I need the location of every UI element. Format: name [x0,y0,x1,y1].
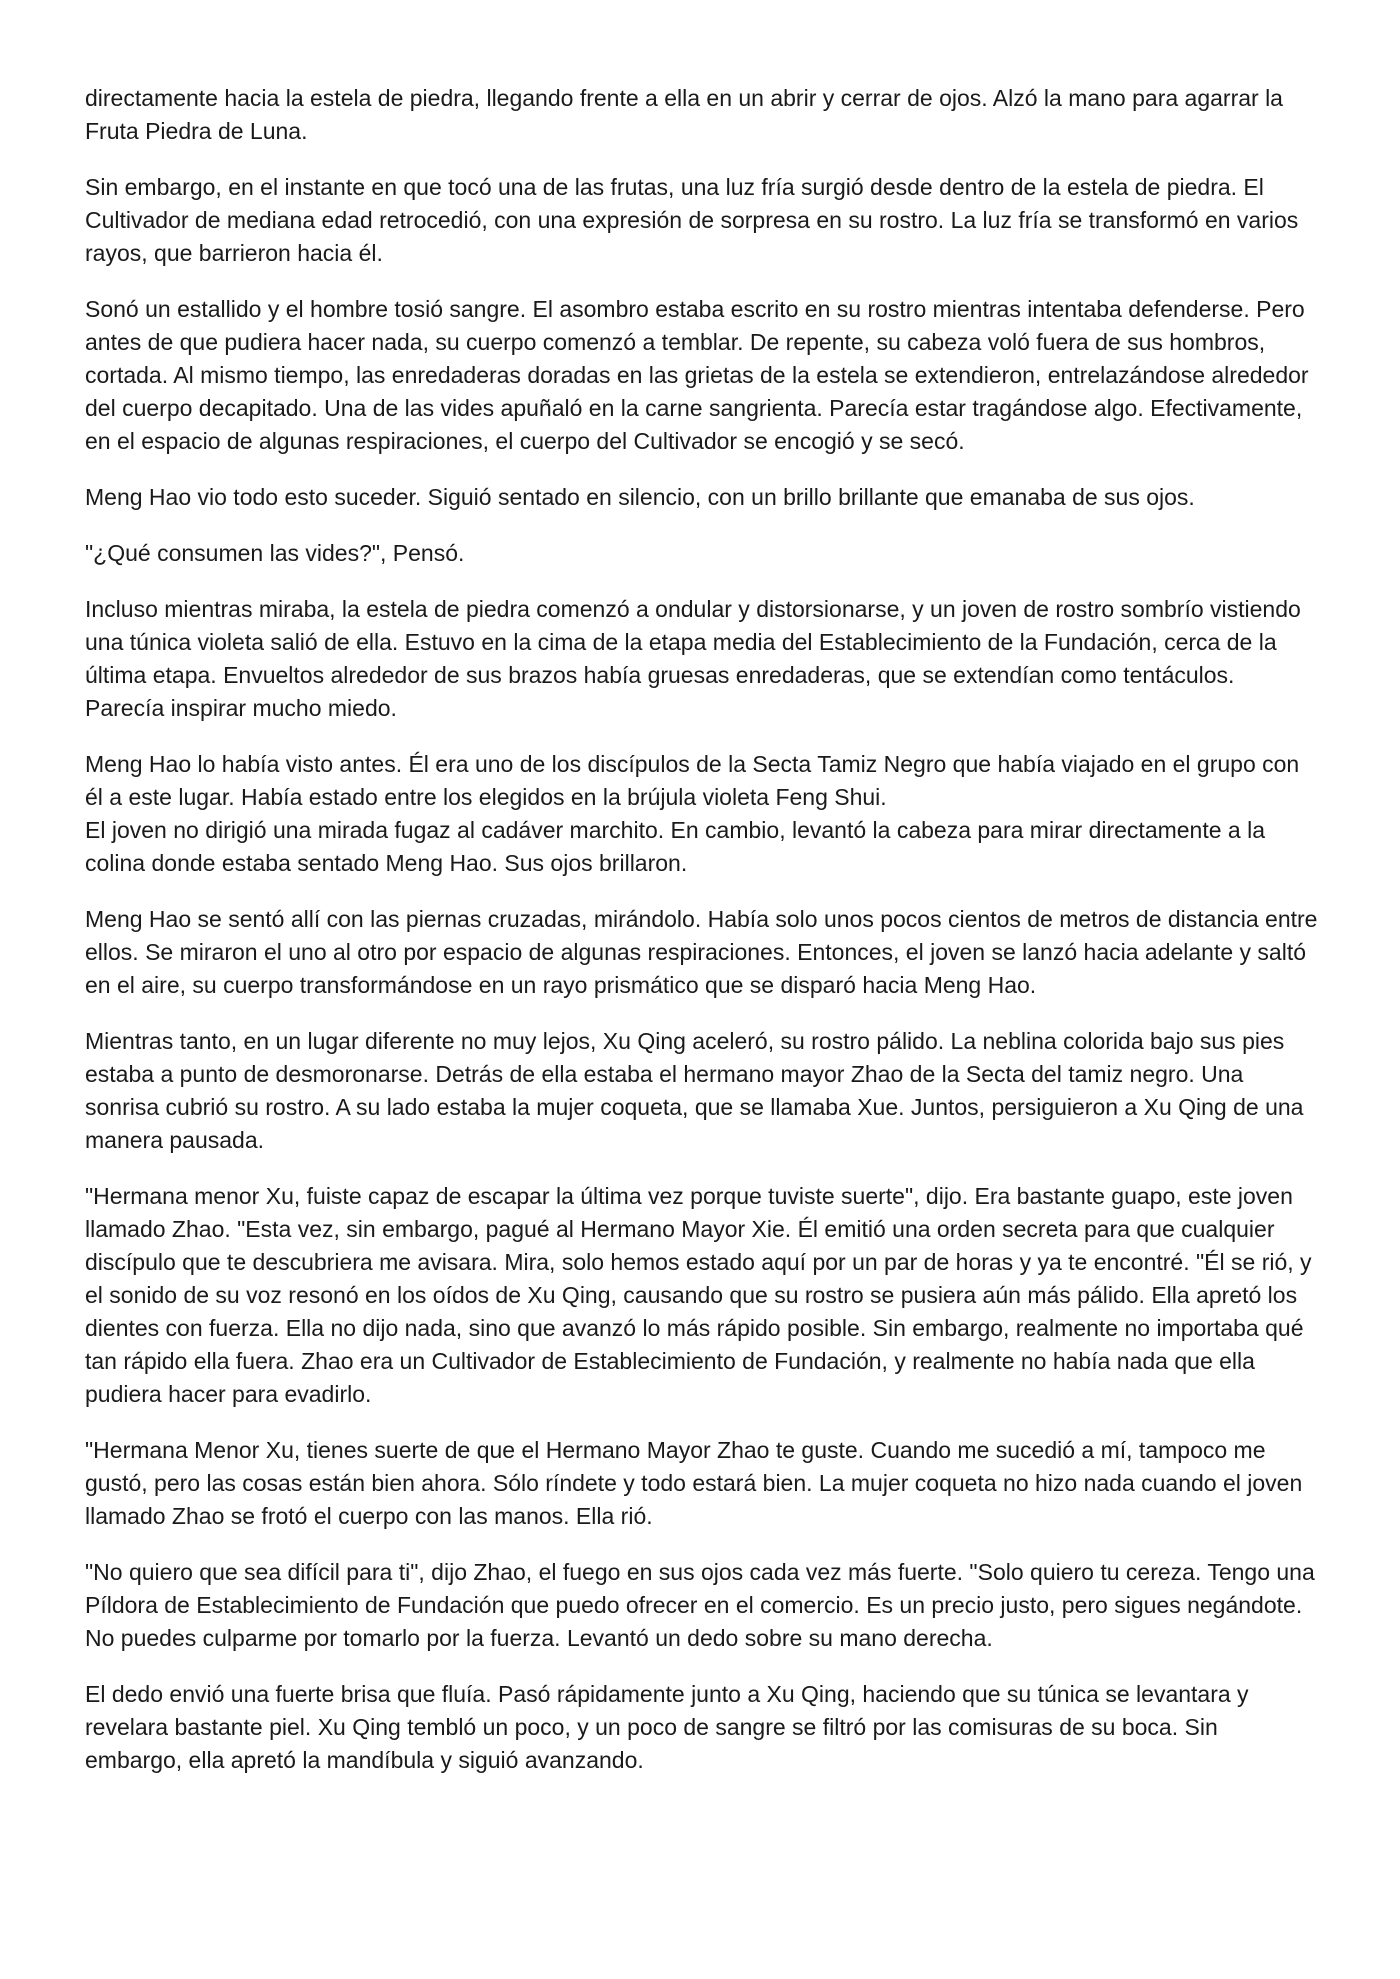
paragraph-14: El dedo envió una fuerte brisa que fluía. Pasó rápidamente junto a Xu Qing, haciendo que su túnica se levantara y revelara bastante piel. Xu Qing tembló un poco, y un poco de sangre se filtró por las comisuras de su boca. Sin embargo, ella apretó la mandíbula y siguió avanzando. [85,1681,1249,1773]
paragraph-12: "Hermana Menor Xu, tienes suerte de que el Hermano Mayor Zhao te guste. Cuando me sucedió a mí, tampoco me gustó, pero las cosas están bien ahora. Sólo ríndete y todo estará bien. La mujer coqueta no hizo nada cuando el joven llamado Zhao se frotó el cuerpo con las manos. Ella rió. [85,1437,1303,1529]
paragraph-2: Sin embargo, en el instante en que tocó una de las frutas, una luz fría surgió desde dentro de la estela de piedra. El Cultivador de mediana edad retrocedió, con una expresión de sorpresa en su rostro. La luz fría se transformó en varios rayos, que barrieron hacia él. [85,174,1299,266]
paragraph-8: El joven no dirigió una mirada fugaz al cadáver marchito. En cambio, levantó la cabeza para mirar directamente a la colina donde estaba sentado Meng Hao. Sus ojos brillaron. [85,817,1266,876]
paragraph-11: "Hermana menor Xu, fuiste capaz de escapar la última vez porque tuviste suerte", dijo. Era bastante guapo, este joven llamado Zhao. "Esta vez, sin embargo, pagué al Hermano Mayor Xie. Él emitió una orden secreta para que cualquier discípulo que te descubriera me avisara. Mira, solo hemos estado aquí por un par de horas y ya te encontré. "Él se rió, y el sonido de su voz resonó en los oídos de Xu Qing, causando que su rostro se pusiera aún más pálido. Ella apretó los dientes con fuerza. Ella no dijo nada, sino que avanzó lo más rápido posible. Sin embargo, realmente no importaba qué tan rápido ella fuera. Zhao era un Cultivador de Establecimiento de Fundación, y realmente no había nada que ella pudiera hacer para evadirlo. [85,1183,1312,1407]
paragraph-7: Meng Hao lo había visto antes. Él era uno de los discípulos de la Secta Tamiz Negro que había viajado en el grupo con él a este lugar. Había estado entre los elegidos en la brújula violeta Feng Shui. [85,751,1300,810]
paragraph-9: Meng Hao se sentó allí con las piernas cruzadas, mirándolo. Había solo unos pocos cientos de metros de distancia entre ellos. Se miraron el uno al otro por espacio de algunas respiraciones. Entonces, el joven se lanzó hacia adelante y saltó en el aire, su cuerpo transformándose en un rayo prismático que se disparó hacia Meng Hao. [85,906,1318,998]
paragraph-6: Incluso mientras miraba, la estela de piedra comenzó a ondular y distorsionarse, y un joven de rostro sombrío vistiendo una túnica violeta salió de ella. Estuvo en la cima de la etapa media del Establecimiento de la Fundación, cerca de la última etapa. Envueltos alrededor de sus brazos había gruesas enredaderas, que se extendían como tentáculos. Parecía inspirar mucho miedo. [85,596,1301,721]
paragraph-4: Meng Hao vio todo esto suceder. Siguió sentado en silencio, con un brillo brillante que emanaba de sus ojos. [85,484,1195,510]
paragraph-3: Sonó un estallido y el hombre tosió sangre. El asombro estaba escrito en su rostro mientras intentaba defenderse. Pero antes de que pudiera hacer nada, su cuerpo comenzó a temblar. De repente, su cabeza voló fuera de sus hombros, cortada. Al mismo tiempo, las enredaderas doradas en las grietas de la estela se extendieron, entrelazándose alrededor del cuerpo decapitado. Una de las vides apuñaló en la carne sangrienta. Parecía estar tragándose algo. Efectivamente, en el espacio de algunas respiraciones, el cuerpo del Cultivador se encogió y se secó. [85,296,1309,454]
paragraph-1: directamente hacia la estela de piedra, llegando frente a ella en un abrir y cerrar de ojos. Alzó la mano para agarrar la Fruta Piedra de Luna. [85,85,1283,144]
paragraph-13: "No quiero que sea difícil para ti", dijo Zhao, el fuego en sus ojos cada vez más fuerte. "Solo quiero tu cereza. Tengo una Píldora de Establecimiento de Fundación que puedo ofrecer en el comercio. Es un precio justo, pero sigues negándote. No puedes culparme por tomarlo por la fuerza. Levantó un dedo sobre su mano derecha. [85,1559,1315,1651]
paragraph-10: Mientras tanto, en un lugar diferente no muy lejos, Xu Qing aceleró, su rostro pálido. La neblina colorida bajo sus pies estaba a punto de desmoronarse. Detrás de ella estaba el hermano mayor Zhao de la Secta del tamiz negro. Una sonrisa cubrió su rostro. A su lado estaba la mujer coqueta, que se llamaba Xue. Juntos, persiguieron a Xu Qing de una manera pausada. [85,1028,1304,1153]
paragraph-5: "¿Qué consumen las vides?", Pensó. [85,540,465,566]
document-page [85,82,1320,1800]
